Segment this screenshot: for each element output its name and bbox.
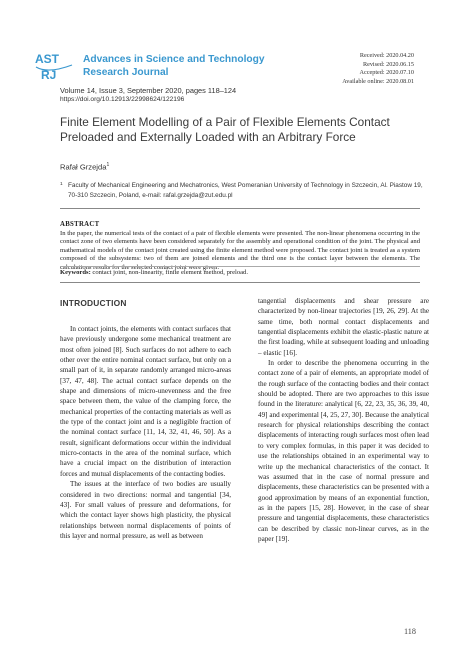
page-number: 118 — [404, 627, 416, 636]
keywords-text: contact joint, non-linearity, finite element method, preload. — [90, 269, 249, 276]
journal-name: Advances in Science and Technology Research Journal — [83, 54, 265, 78]
author-name-text: Rafał Grzejda — [60, 162, 107, 172]
keywords-label: Keywords: — [60, 269, 91, 276]
keywords — [60, 269, 420, 276]
date-received: Received: 2020.04.20 — [359, 52, 414, 59]
author-name — [60, 162, 109, 172]
abstract-block — [60, 221, 420, 272]
author-affiliation-marker: 1 — [106, 162, 110, 168]
body-paragraph: In order to describe the phenomena occurring in the contact zone of a pair of elements, an appropriate model of the rough surface of the contacting bodies and their contact should be adopted. There are two approaches to this issue found in the literature: analytical [6, 22, 23, 35, 36, 39, 40, 49] and experimental [4, 25, 27, 30]. Because the analytical research for physical relationships describing the contact displacements of interacting rough surfaces most often lead to very complex formulas, in this paper it was decided to use the relationships obtained in an experimental way to write up the mechanical characteristics of the contact. It was assumed that in the case of normal pressure and displacements, these characteristics can be presented with a good approximation by means of an exponential function, as in the papers [15, 28]. However, in the case of shear pressure and tangential displacements, these characteristics can be described by classic non-linear curves, as in the paper [19]. — [258, 359, 429, 543]
body-paragraph: In contact joints, the elements with contact surfaces that have previously undergone some mechanical treatment are most often joined [8]. Such surfaces do not adhere to each other over the entire nominal contact surface, but only on a small part of it, in separate randomly arranged micro-areas [37, 47, 48]. The actual contact surface depends on the shape and dimensions of micro-unevenness and the free space between them, the value of the clamping force, the mechanical properties of the contacting materials as well as the type of the contact joint and is a negligible fraction of the nominal contact surface [11, 14, 32, 41, 46, 50]. As a result, significant deformations occur within the individual micro-contacts in the area of the nominal surface, which have a crucial impact on the distribution of interaction forces and mutual displacements of the contacting bodies. — [60, 325, 231, 478]
svg-text:AST: AST — [35, 52, 59, 66]
affiliation-text: Faculty of Mechanical Engineering and Mechatronics, West Pomeranian University of Technology in Szczecin, Al. Piastow 19, 70-310 Szczecin, Poland, e-mail: rafal.grzejda@zut.edu.pl — [68, 182, 423, 199]
right-column — [258, 296, 429, 544]
divider — [60, 282, 420, 283]
svg-text:RJ: RJ — [41, 68, 57, 82]
publication-dates — [342, 52, 414, 86]
volume-line: Volume 14, Issue 3, September 2020, pages 118–124 — [60, 86, 237, 95]
date-revised: Revised: 2020.06.15 — [362, 60, 414, 68]
section-heading-introduction: INTRODUCTION — [60, 298, 127, 308]
divider — [60, 266, 420, 267]
date-online: Available online: 2020.08.01 — [342, 77, 414, 85]
doi-link[interactable]: https://doi.org/10.12913/22998624/122196 — [60, 96, 185, 103]
body-paragraph-continued: tangential displacements and shear pressure are characterized by non-linear trajectories [19, 26, 29]. At the same time, both normal contact displacements and tangential displacements exhibit the elastic-plastic nature at the first loading, while at subsequent loading and unloading – elastic [16]. — [258, 297, 429, 357]
divider — [60, 208, 420, 209]
journal-logo — [34, 50, 74, 84]
author-affiliation — [60, 181, 430, 200]
left-column — [60, 324, 231, 541]
date-accepted: Accepted: 2020.07.10 — [359, 69, 414, 77]
abstract-text: In the paper, the numerical tests of the contact of a pair of flexible elements were presented. The non-linear phenomena occurring in the contact zone of two elements have been considered separately for the assembly and operational condition of the joint. The physical and mathematical models of the contact joint created using the finite element method were proposed. The contact joint is treated as a system composed of the subsystems: two of them are joined elements and the third one is the contact layer between the elements. The calculations results for the selected contact joint were given. — [60, 229, 420, 271]
body-paragraph: The issues at the interface of two bodies are usually considered in two directions: normal and tangential [34, 43]. For small values of pressure and deformations, for which the contact layer shows high plasticity, the physical relationships between normal displacements of points of this layer and normal pressure, as well as between — [60, 480, 231, 540]
affiliation-number: 1 — [60, 182, 63, 187]
abstract-heading: ABSTRACT — [60, 221, 100, 228]
article-title: Finite Element Modelling of a Pair of Flexible Elements Contact Preloaded and Externally Loaded with an Arbitrary Force — [60, 115, 390, 145]
